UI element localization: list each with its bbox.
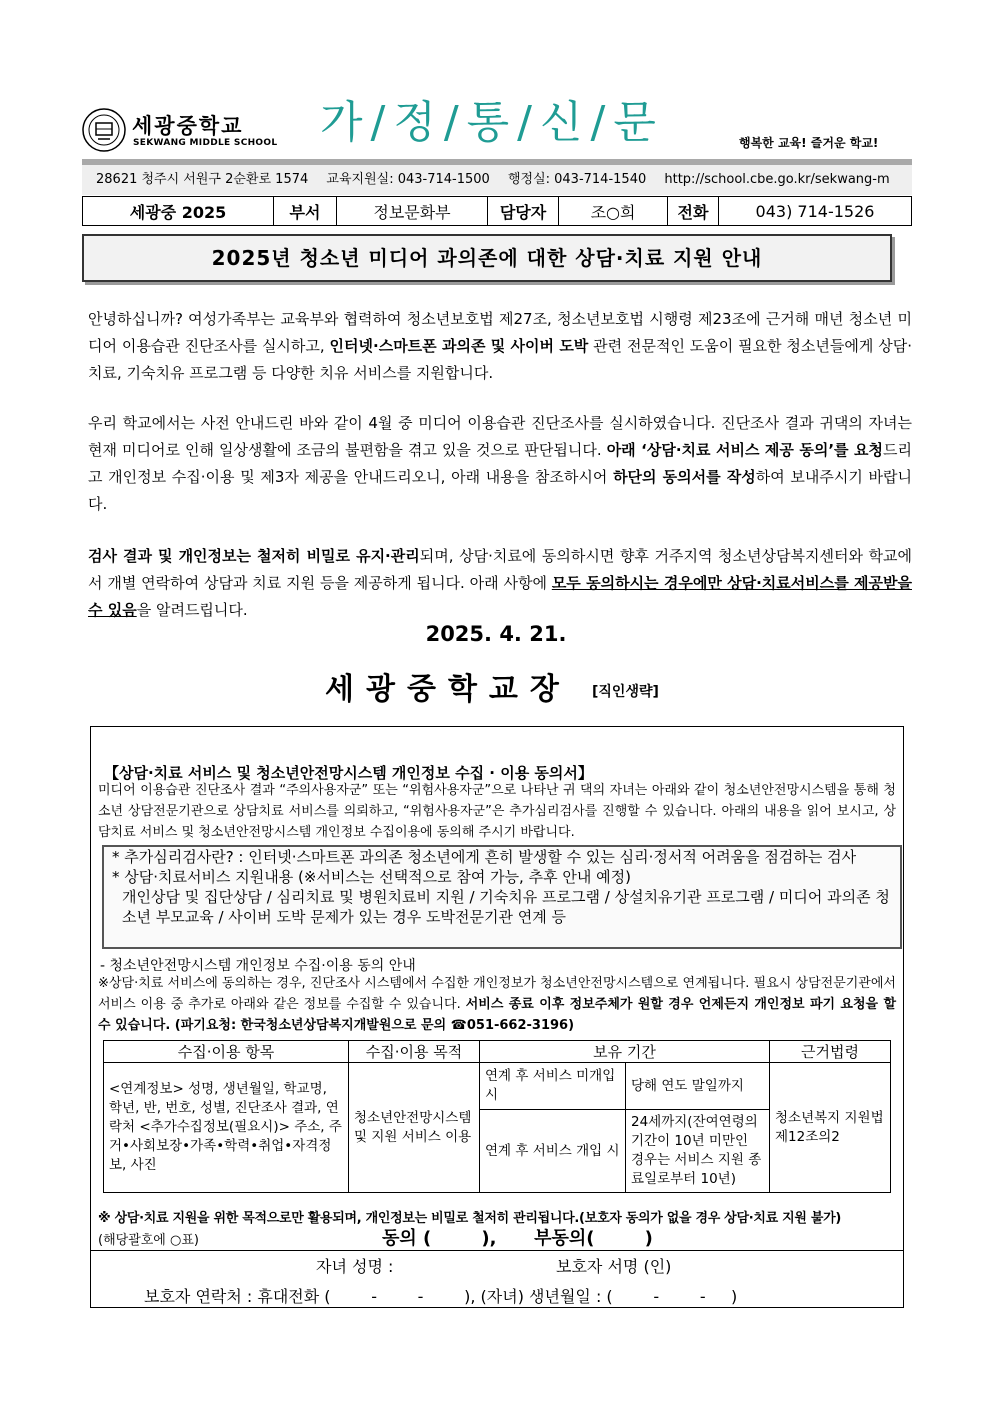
box-line-2: * 상담·치료서비스 지원내용 (※서비스는 선택적으로 참여 가능, 추후 안내 예정) (112, 868, 631, 886)
seal-note: [직인생략] (592, 684, 659, 700)
mark-instruction: (해당괄호에 ○표) (98, 1233, 199, 1248)
p3-bold: 검사 결과 및 개인정보는 철저히 비밀로 유지·관리 (88, 547, 420, 565)
col-header-law: 근거법령 (770, 1041, 891, 1063)
p2-bold-1: 아래 ‘상담·치료 서비스 제공 동의’를 요청 (606, 441, 884, 459)
col-header-purpose: 수집·이용 목적 (349, 1041, 480, 1063)
address-bar (82, 165, 912, 195)
cell-purpose: 청소년안전망시스템 및 지원 서비스 이용 (349, 1063, 480, 1193)
cell-period-b-label: 연계 후 서비스 개입 시 (480, 1110, 626, 1193)
p2-text-a: 우리 학교에서는 사전 안내드린 바와 같이 4월 중 미디어 이용습관 진단조사를 실시하였습니다. 진단조사 결과 귀댁의 자녀는 현재 미디어로 인해 일상생활에 조금의 불편함을 겪고 있을 것으로 판단됩니다. (88, 414, 912, 459)
cell-law: 청소년복지 지원법 제12조의2 (770, 1063, 891, 1193)
notice-title: 2025년 청소년 미디어 과의존에 대한 상담·치료 지원 안내 (82, 234, 892, 282)
p3-text-b: 을 알려드립니다. (136, 601, 248, 619)
p2-text-c: 하여 보내주시기 바랍니다. (88, 468, 913, 513)
edu-office-phone: 교육지원실: 043-714-1500 (326, 172, 490, 187)
service-info-box (102, 845, 902, 949)
school-seal-logo (82, 108, 126, 152)
p2-bold-2: 하단의 동의서를 작성 (613, 468, 756, 486)
child-name-field[interactable]: 자녀 성명 : (316, 1257, 394, 1276)
box-line-1: * 추가심리검사란? : 인터넷·스마트폰 과의존 청소년에게 흔히 발생할 수 있는 심리·정서적 어려움을 점검하는 검사 (112, 848, 857, 866)
paragraph-1 (88, 306, 912, 387)
cell-period-a: 당해 연도 말일까지 (626, 1063, 770, 1110)
privacy-subtitle: - 청소년안전망시스템 개인정보 수집·이용 동의 안내 (100, 958, 416, 974)
p3-underline: 모두 동의하시는 경우에만 상담·치료서비스를 제공받을 수 있음 (88, 574, 912, 619)
page-title: 가/정/통/신/문 (320, 97, 664, 148)
col-header-period: 보유 기간 (480, 1041, 770, 1063)
privacy-notice-bold: 서비스 종료 이후 정보주체가 원할 경우 언제든지 개인정보 파기 요청을 할 수 있습니다. (파기요청: 한국청소년상담복지개발원으로 문의 ☎051-662-3196) (98, 997, 896, 1033)
agree-choice[interactable]: 동의 ( ), 부동의( ) (382, 1228, 653, 1249)
p1-text-a: 안녕하십니까? 여성가족부는 교육부와 협력하여 청소년보호법 제27조, 청소년보호법 시행령 제23조에 근거해 매년 청소년 미디어 이용습관 진단조사를 실시하고, (88, 310, 912, 355)
p2-text-b: 드리고 개인정보 수집·이용 및 제3자 제공을 안내드리오니, 아래 내용을 참조하시어 (88, 441, 912, 486)
school-name: 세광중학교 (132, 114, 244, 138)
parent-contact-field[interactable]: 보호자 연락처 : 휴대전화 ( - - ), (자녀) 생년월일 : ( - - ) (144, 1287, 738, 1306)
issue-date: 2025. 4. 21. (425, 622, 567, 646)
cell-items: <연계정보> 성명, 생년월일, 학교명, 학년, 반, 번호, 성별, 진단조사 결과, 연락처 <추가수집정보(필요시)> 주소, 주거•사회보장•가족•학력•취업•자격정보, 사진 (104, 1063, 349, 1193)
p1-text-b: 관련 전문적인 도움이 필요한 청소년들에게 상담·치료, 기숙치유 프로그램 등 다양한 치유 서비스를 지원합니다. (88, 337, 912, 382)
cell-period-b: 24세까지(잔여연령의 기간이 10년 미만인 경우는 서비스 지원 종료일로부터 10년) (626, 1110, 770, 1193)
cell-period-a-label: 연계 후 서비스 미개입 시 (480, 1063, 626, 1110)
consent-intro: 미디어 이용습관 진단조사 결과 “주의사용자군” 또는 “위험사용자군”으로 나타난 귀 댁의 자녀는 아래와 같이 청소년안전망시스템을 통해 청소년 상담전문기관으로 상담치료 서비스를 의뢰하고, “위험사용자군”은 추가심리검사를 진행할 수 있습니다. 아래의 내용을 읽어 보시고, 상담치료 서비스 및 청소년안전망시스템 개인정보 수집이용에 동의해 주시기 바랍니다. (98, 783, 896, 840)
school-address: 28621 청주시 서원구 2순환로 1574 (96, 172, 309, 187)
school-url[interactable]: http://school.cbe.go.kr/sekwang-m (664, 172, 890, 187)
paragraph-2 (88, 410, 912, 518)
col-header-items: 수집·이용 항목 (104, 1041, 349, 1063)
dept-value: 정보문화부 (337, 197, 488, 226)
confidential-note: ※ 상담·치료 지원을 위한 목적으로만 활용되며, 개인정보는 비밀로 철저히 관리됩니다.(보호자 동의가 없을 경우 상담·치료 지원 불가) (98, 1211, 841, 1226)
admin-office-phone: 행정실: 043-714-1540 (507, 172, 647, 187)
slogan: 행복한 교육! 즐거운 학교! (739, 136, 879, 150)
p3-text-a: 되며, 상담·치료에 동의하시면 향후 거주지역 청소년상담복지센터와 학교에서 개별 연락하여 상담과 치료 지원 등을 제공하게 됩니다. 아래 사항에 (88, 547, 912, 592)
person-label: 담당자 (488, 197, 559, 226)
consent-title: 【상담·치료 서비스 및 청소년안전망시스템 개인정보 수집 · 이용 동의서】 (104, 764, 593, 782)
info-table (82, 196, 912, 226)
signature-divider (90, 1250, 904, 1251)
parent-signature-field[interactable]: 보호자 서명 (인) (556, 1257, 672, 1276)
principal-signature: 세광중학교장 (325, 672, 571, 707)
school-name-en: SEKWANG MIDDLE SCHOOL (133, 138, 278, 148)
phone-label: 전화 (668, 197, 719, 226)
box-line-3: 개인상담 및 집단상담 / 심리치료 및 병원치료비 지원 / 기숙치유 프로그램 / 상설치유기관 프로그램 / 미디어 과의존 청소년 부모교육 / 사이버 도박 문제가 있는 경우 도박전문기관 연계 등 (122, 888, 890, 926)
p1-bold: 인터넷·스마트폰 과의존 및 사이버 도박 (329, 337, 589, 355)
privacy-notice (98, 973, 896, 1036)
paragraph-3 (88, 543, 912, 624)
doc-number: 세광중 2025 (83, 197, 274, 226)
phone-value: 043) 714-1526 (719, 197, 912, 226)
dept-label: 부서 (274, 197, 337, 226)
privacy-notice-text: ※상담·치료 서비스에 동의하는 경우, 진단조사 시스템에서 수집한 개인정보가 청소년안전망시스템으로 연계됩니다. 필요시 상담전문기관에서 서비스 이용 중 추가로 아래와 같은 정보를 수집할 수 있습니다. (98, 976, 896, 1012)
privacy-table (103, 1040, 891, 1193)
person-value: 조○희 (559, 197, 668, 226)
